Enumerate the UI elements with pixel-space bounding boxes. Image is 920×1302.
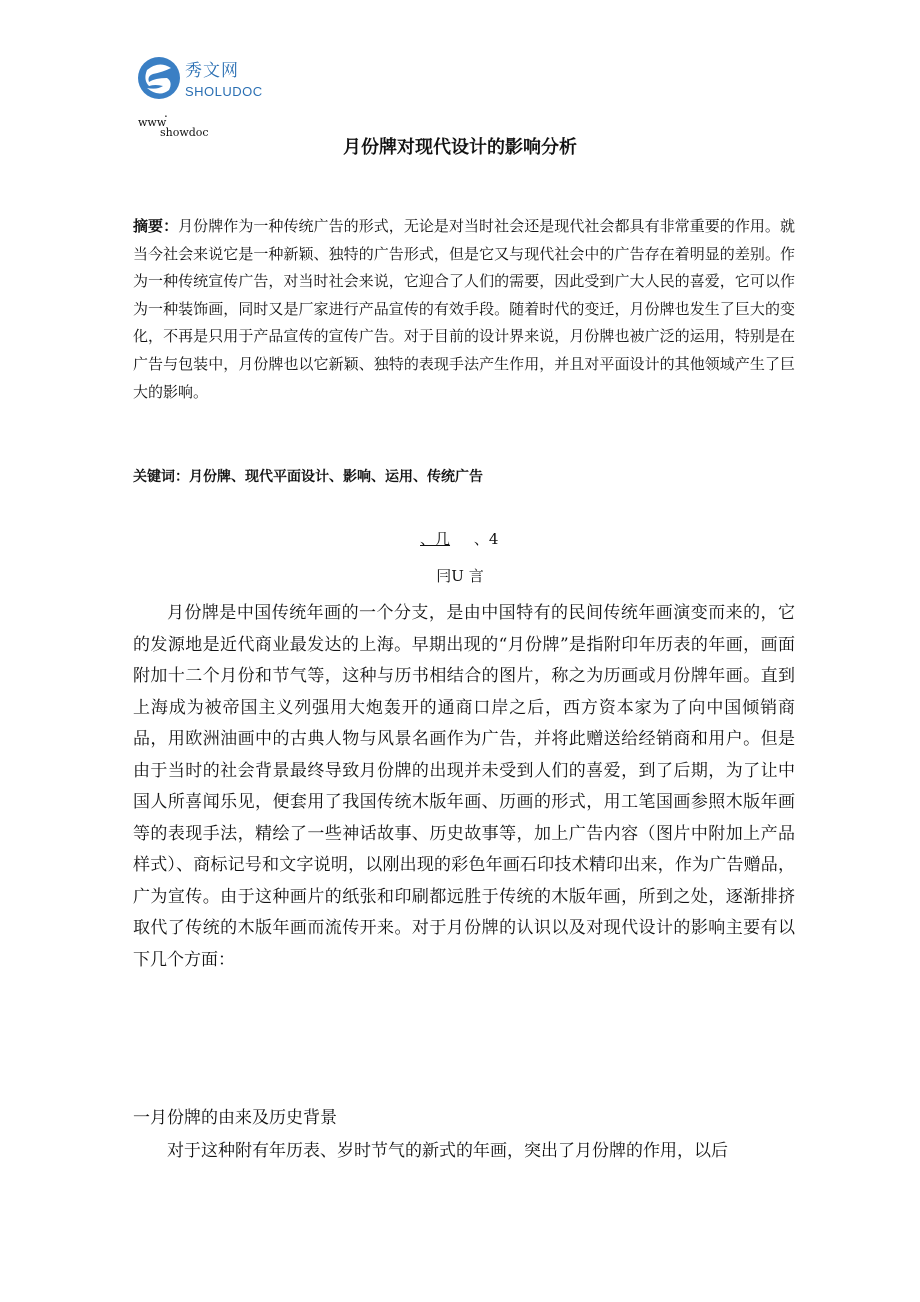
document-title: 月份牌对现代设计的影响分析 — [343, 137, 577, 158]
keywords: 关键词：月份牌、现代平面设计、影响、运用、传统广告 — [133, 469, 483, 485]
body-paragraph: 月份牌是中国传统年画的一个分支，是由中国特有的民间传统年画演变而来的，它的发源地是近代商业最发达的上海。早期出现的“月份牌”是指附印年历表的年画，画面附加十二个月份和节气等，这种与历书相结合的图片，称之为历画或月份牌年画。直到上海成为被帝国主义列强用大炮轰开的通商口岸之后，西方资本家为了向中国倾销商品，用欧洲油画中的古典人物与风景名画作为广告，并将此赠送给经销商和用户。但是由于当时的社会背景最终导致月份牌的出现并未受到人们的喜爱，到了后期，为了让中国人所喜闻乐见，便套用了我国传统木版年画、历画的形式，用工笔国画参照木版年画等的表现手法，精绘了一些神话故事、历史故事等，加上广告内容（图片中附加上产品样式）、商标记号和文字说明，以刚出现的彩色年画石印技术精印出来，作为广告赠品，广为宣传。由于这种画片的纸张和印刷都远胜于传统的木版年画，所到之处，逐渐排挤取代了传统的木版年画而流传开来。对于月份牌的认识以及对现代设计的影响主要有以下几个方面： — [133, 603, 795, 970]
logo-text-cn: 秀文网 — [185, 61, 239, 81]
site-logo — [137, 52, 267, 108]
section-heading: 一月份牌的由来及历史背景 — [133, 1108, 337, 1128]
heading-garbled-line1 — [420, 528, 498, 549]
logo-icon — [137, 52, 181, 104]
heading-garbled-line2: 冃U 言 — [436, 567, 484, 585]
heading-garbled-part1: 、几 — [420, 530, 451, 548]
body-text — [133, 598, 795, 976]
logo-text-en: SHOLUDOC — [185, 84, 263, 99]
url-www: www — [138, 116, 167, 129]
abstract — [133, 213, 795, 406]
abstract-label: 摘要： — [133, 217, 179, 235]
heading-garbled-part2: 、4 — [473, 530, 499, 548]
abstract-text: 月份牌作为一种传统广告的形式，无论是对当时社会还是现代社会都具有非常重要的作用。就当今社会来说它是一种新颖、独特的广告形式，但是它又与现代社会中的广告存在着明显的差别。作为一种传统宣传广告，对当时社会来说，它迎合了人们的需要，因此受到广大人民的喜爱，它可以作为一种装饰画，同时又是厂家进行产品宣传的有效手段。随着时代的变迁，月份牌也发生了巨大的变化，不再是只用于产品宣传的宣传广告。对于目前的设计界来说，月份牌也被广泛的运用，特别是在广告与包装中，月份牌也以它新颖、独特的表现手法产生作用，并且对平面设计的其他领域产生了巨大的影响。 — [133, 217, 795, 401]
section-first-line: 对于这种附有年历表、岁时节气的新式的年画，突出了月份牌的作用，以后 — [167, 1141, 728, 1161]
url-dot: . — [164, 106, 168, 120]
url-showdoc: showdoc — [160, 126, 209, 139]
